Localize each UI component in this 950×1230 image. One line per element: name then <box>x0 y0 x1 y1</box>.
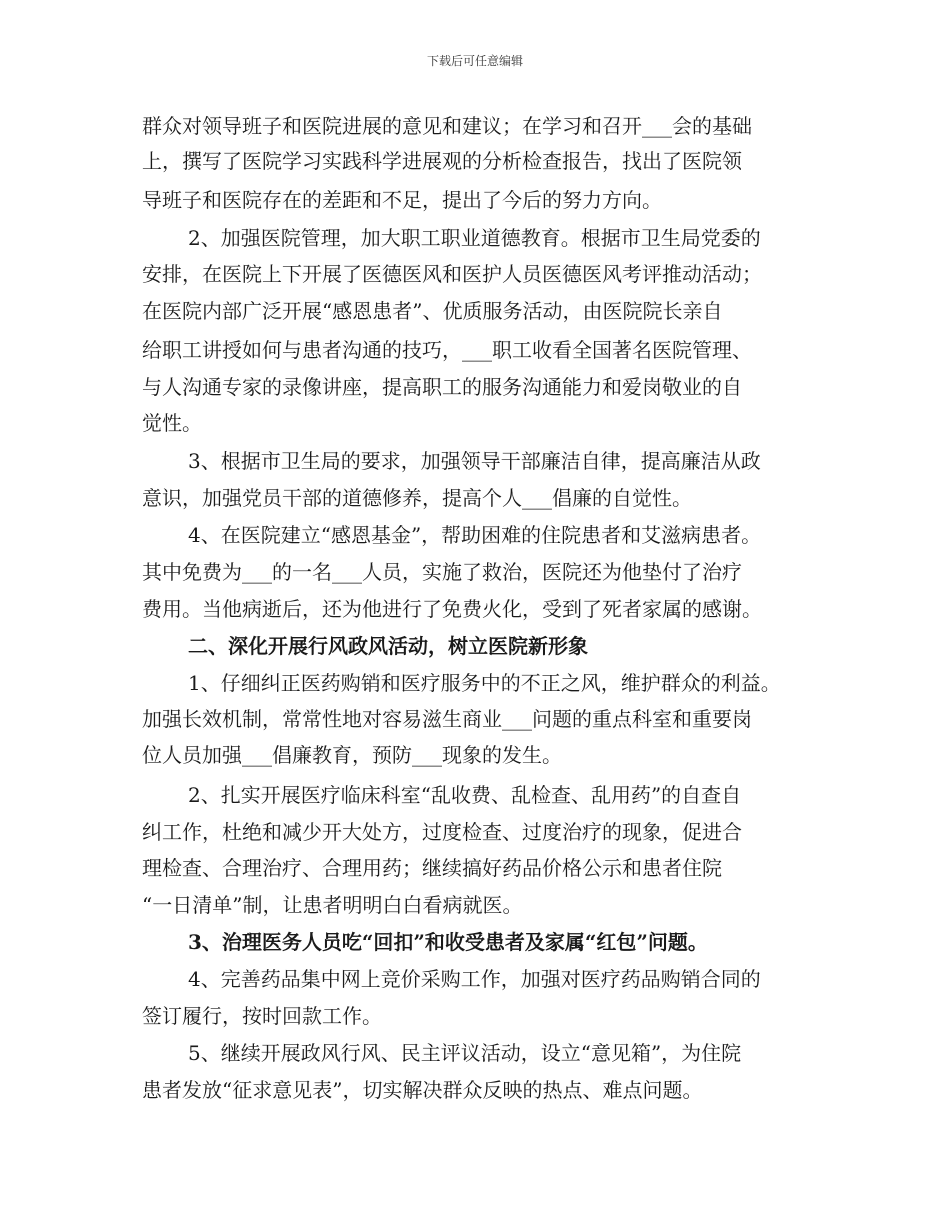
page-header: 下载后可任意编辑 <box>426 54 523 68</box>
body-line: 位人员加强___倡廉教育，预防___现象的发生。 <box>142 743 562 767</box>
body-line: 安排，在医院上下开展了医德医风和医护人员医德医风考评推动活动； <box>142 262 762 286</box>
body-line: 觉性。 <box>142 411 202 435</box>
body-line: 导班子和医院存在的差距和不足，提出了今后的努力方向。 <box>142 188 662 212</box>
body-line: 3、根据市卫生局的要求，加强领导干部廉洁自律，提高廉洁从政 <box>188 449 761 473</box>
body-line: 其中免费为___的一名___人员，实施了救治，医院还为他垫付了治疗 <box>142 560 742 584</box>
body-line: 患者发放“征求意见表”，切实解决群众反映的热点、难点问题。 <box>142 1078 703 1102</box>
body-line: 4、在医院建立“感恩基金”，帮助困难的住院患者和艾滋病患者。 <box>188 523 762 547</box>
body-line: 意识，加强党员干部的道德修养，提高个人___倡廉的自觉性。 <box>142 486 692 510</box>
body-line: 在医院内部广泛开展“感恩患者”、优质服务活动，由医院院长亲自 <box>142 299 723 323</box>
body-line: 4、完善药品集中网上竞价采购工作，加强对医疗药品购销合同的 <box>188 967 761 991</box>
body-line: “一日清单”制，让患者明明白白看病就医。 <box>142 893 523 917</box>
body-line: 群众对领导班子和医院进展的意见和建议；在学习和召开___会的基础 <box>142 114 752 138</box>
body-line: 1、仔细纠正医药购销和医疗服务中的不正之风，维护群众的利益。 <box>188 671 781 695</box>
body-line: 5、继续开展政风行风、民主评议活动，设立“意见箱”，为住院 <box>188 1041 742 1065</box>
body-line: 2、扎实开展医疗临床科室“乱收费、乱检查、乱用药”的自查自 <box>188 783 742 807</box>
body-line: 上，撰写了医院学习实践科学进展观的分析检查报告，找出了医院领 <box>142 149 742 173</box>
section-heading: 二、深化开展行风政风活动，树立医院新形象 <box>188 634 588 658</box>
body-line: 纠工作，杜绝和减少开大处方，过度检查、过度治疗的现象，促进合 <box>142 820 742 844</box>
body-line: 给职工讲授如何与患者沟通的技巧，___职工收看全国著名医院管理、 <box>142 338 752 362</box>
body-line: 2、加强医院管理，加大职工职业道德教育。根据市卫生局党委的 <box>188 226 761 250</box>
body-line: 与人沟通专家的录像讲座，提高职工的服务沟通能力和爱岗敬业的自 <box>142 375 742 399</box>
bold-item: 3、治理医务人员吃“回扣”和收受患者及家属“红包”问题。 <box>188 930 708 954</box>
body-line: 理检查、合理治疗、合理用药；继续搞好药品价格公示和患者住院 <box>142 856 722 880</box>
body-line: 加强长效机制，常常性地对容易滋生商业___问题的重点科室和重要岗 <box>142 707 752 731</box>
body-line: 签订履行，按时回款工作。 <box>142 1004 382 1028</box>
body-line: 费用。当他病逝后，还为他进行了免费火化，受到了死者家属的感谢。 <box>142 597 762 621</box>
